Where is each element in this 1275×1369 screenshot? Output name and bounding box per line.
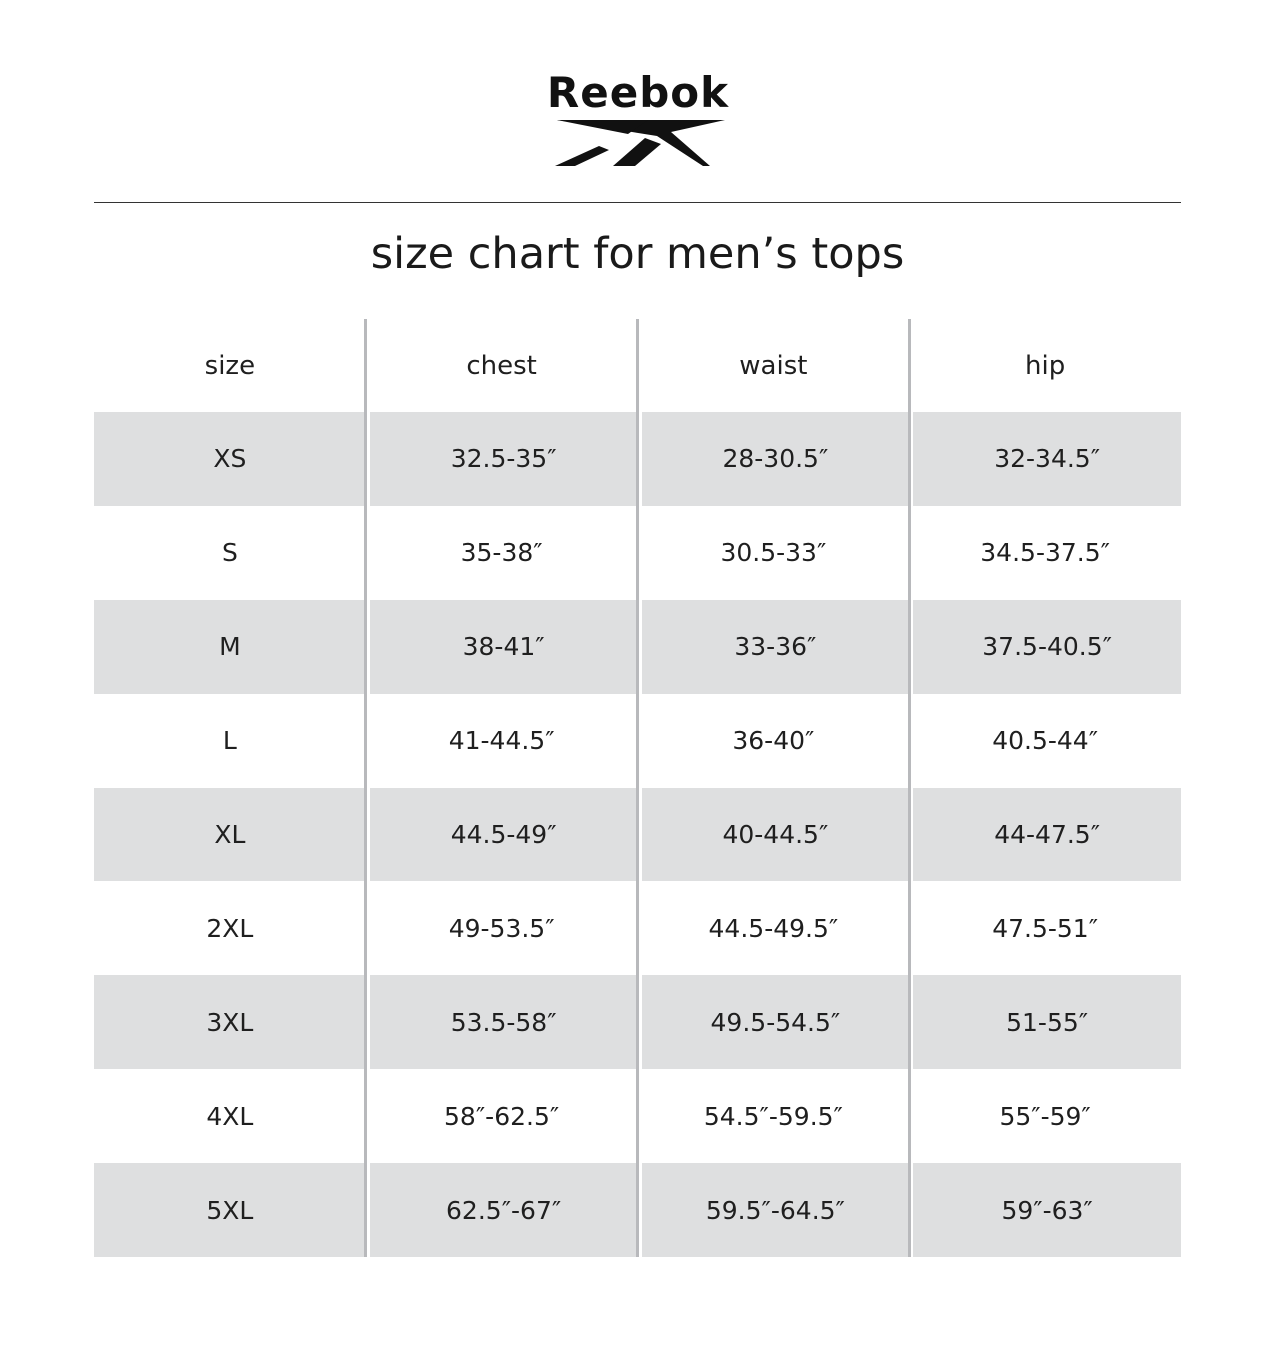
cell-chest: 38-41″: [366, 600, 638, 694]
cell-chest: 58″-62.5″: [444, 1101, 560, 1131]
cell-waist: 49.5-54.5″: [638, 975, 910, 1069]
reebok-vector-icon: [553, 116, 728, 168]
cell-waist: 54.5″-59.5″: [703, 1101, 843, 1131]
cell-chest: 49-53.5″: [448, 913, 555, 943]
reebok-logo: [543, 70, 733, 170]
cell-chest: 53.5-58″: [366, 975, 638, 1069]
cell-size: XL: [94, 788, 366, 882]
cell-waist: 40-44.5″: [638, 788, 910, 882]
column-divider: [908, 319, 911, 1257]
header-chest: chest: [466, 350, 537, 381]
cell-size: 5XL: [94, 1163, 366, 1257]
header-hip: hip: [1025, 350, 1066, 381]
cell-size: XS: [94, 412, 366, 506]
cell-size: 3XL: [94, 975, 366, 1069]
header-size: size: [204, 350, 256, 381]
header-waist: waist: [739, 350, 808, 381]
brand-wordmark: Reebok: [546, 68, 730, 117]
cell-hip: 51-55″: [909, 975, 1181, 1069]
column-divider: [364, 319, 367, 1257]
cell-waist: 59.5″-64.5″: [638, 1163, 910, 1257]
cell-hip: 34.5-37.5″: [980, 538, 1110, 568]
cell-size: S: [221, 538, 238, 568]
cell-hip: 37.5-40.5″: [909, 600, 1181, 694]
column-divider: [636, 319, 639, 1257]
header-divider: [94, 202, 1181, 203]
cell-size: 4XL: [206, 1101, 254, 1131]
cell-hip: 44-47.5″: [909, 788, 1181, 882]
page-title: size chart for men’s tops: [370, 229, 905, 279]
cell-waist: 36-40″: [732, 726, 815, 756]
cell-size: 2XL: [206, 913, 254, 943]
cell-hip: 47.5-51″: [992, 913, 1099, 943]
cell-chest: 35-38″: [460, 538, 543, 568]
cell-waist: 28-30.5″: [638, 412, 910, 506]
cell-size: L: [222, 726, 237, 756]
cell-hip: 32-34.5″: [909, 412, 1181, 506]
cell-chest: 62.5″-67″: [366, 1163, 638, 1257]
cell-size: M: [94, 600, 366, 694]
cell-waist: 33-36″: [638, 600, 910, 694]
cell-waist: 30.5-33″: [720, 538, 827, 568]
cell-chest: 44.5-49″: [366, 788, 638, 882]
size-chart-table: [94, 319, 1181, 1257]
cell-waist: 44.5-49.5″: [708, 913, 839, 943]
cell-hip: 55″-59″: [999, 1101, 1091, 1131]
cell-hip: 40.5-44″: [992, 726, 1099, 756]
cell-chest: 32.5-35″: [366, 412, 638, 506]
cell-hip: 59″-63″: [909, 1163, 1181, 1257]
cell-chest: 41-44.5″: [448, 726, 555, 756]
